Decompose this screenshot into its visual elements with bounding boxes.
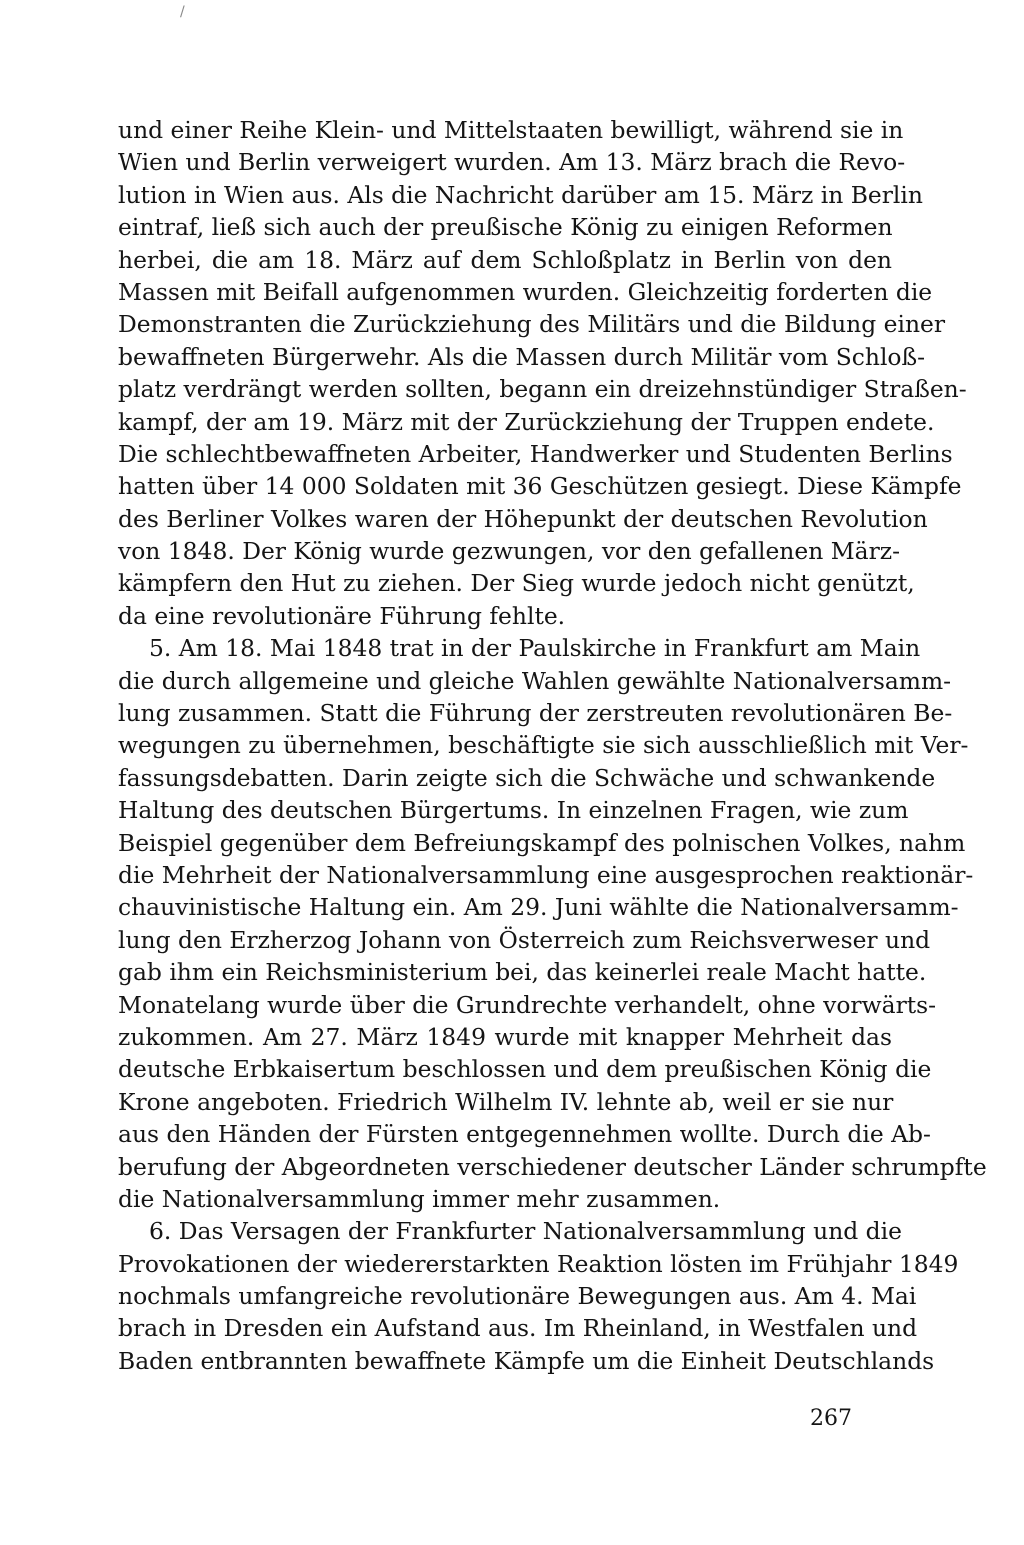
text-line: Wien und Berlin verweigert wurden. Am 13. März brach die Revo- xyxy=(118,148,906,177)
body-text xyxy=(118,114,987,1377)
text-line: kämpfern den Hut zu ziehen. Der Sieg wurde jedoch nicht genützt, xyxy=(118,569,915,598)
text-line: die Nationalversammlung immer mehr zusammen. xyxy=(118,1184,721,1213)
text-line: Baden entbrannten bewaffnete Kämpfe um die Einheit Deutschlands xyxy=(118,1346,935,1375)
text-line: nochmals umfangreiche revolutionäre Bewegungen aus. Am 4. Mai xyxy=(118,1282,917,1311)
text-line: brach in Dresden ein Aufstand aus. Im Rheinland, in Westfalen und xyxy=(118,1314,918,1343)
scan-mark-icon: / xyxy=(180,4,185,20)
text-line: die Mehrheit der Nationalversammlung eine ausgesprochen reaktionär- xyxy=(118,860,974,889)
text-line: Beispiel gegenüber dem Befreiungskampf des polnischen Volkes, nahm xyxy=(118,828,966,857)
text-line: Massen mit Beifall aufgenommen wurden. Gleichzeitig forderten die xyxy=(118,277,933,306)
text-line: die durch allgemeine und gleiche Wahlen gewählte Nationalversamm- xyxy=(118,666,952,695)
text-line: zukommen. Am 27. März 1849 wurde mit knapper Mehrheit das xyxy=(118,1022,892,1051)
text-line: lution in Wien aus. Als die Nachricht darüber am 15. März in Berlin xyxy=(118,180,923,209)
text-line: hatten über 14 000 Soldaten mit 36 Geschützen gesiegt. Diese Kämpfe xyxy=(118,472,962,501)
text-line: eintraf, ließ sich auch der preußische König zu einigen Reformen xyxy=(118,213,893,242)
paragraph xyxy=(118,1215,959,1377)
text-line: gab ihm ein Reichsministerium bei, das keinerlei reale Macht hatte. xyxy=(118,958,927,987)
text-line: berufung der Abgeordneten verschiedener deutscher Länder schrumpfte xyxy=(118,1152,987,1181)
text-line: kampf, der am 19. März mit der Zurückziehung der Truppen endete. xyxy=(118,407,935,436)
text-line: des Berliner Volkes waren der Höhepunkt der deutschen Revolution xyxy=(118,504,928,533)
text-line: 6. Das Versagen der Frankfurter Nationalversammlung und die xyxy=(149,1217,902,1246)
text-line: da eine revolutionäre Führung fehlte. xyxy=(118,601,566,630)
text-line: lung den Erzherzog Johann von Österreich zum Reichsverweser und xyxy=(118,925,931,954)
text-line: chauvinistische Haltung ein. Am 29. Juni wählte die Nationalversamm- xyxy=(118,893,959,922)
text-line: und einer Reihe Klein- und Mittelstaaten bewilligt, während sie in xyxy=(118,116,904,144)
text-line: aus den Händen der Fürsten entgegennehmen wollte. Durch die Ab- xyxy=(118,1120,931,1149)
page-number: 267 xyxy=(810,1406,852,1431)
text-line: Haltung des deutschen Bürgertums. In einzelnen Fragen, wie zum xyxy=(118,796,909,825)
text-line: Demonstranten die Zurückziehung des Militärs und die Bildung einer xyxy=(118,310,946,339)
text-line: Monatelang wurde über die Grundrechte verhandelt, ohne vorwärts- xyxy=(118,990,937,1019)
text-line: von 1848. Der König wurde gezwungen, vor den gefallenen März- xyxy=(118,537,901,566)
text-line: platz verdrängt werden sollten, begann ein dreizehnstündiger Straßen- xyxy=(118,375,967,404)
text-line: bewaffneten Bürgerwehr. Als die Massen durch Militär vom Schloß- xyxy=(118,342,926,371)
text-line: Provokationen der wiedererstarkten Reaktion lösten im Frühjahr 1849 xyxy=(118,1249,959,1278)
text-line: deutsche Erbkaisertum beschlossen und dem preußischen König die xyxy=(118,1055,932,1084)
text-line: wegungen zu übernehmen, beschäftigte sie sich ausschließlich mit Ver- xyxy=(118,731,969,760)
text-line: 5. Am 18. Mai 1848 trat in der Paulskirche in Frankfurt am Main xyxy=(149,634,921,663)
text-line: herbei, die am 18. März auf dem Schloßplatz in Berlin von den xyxy=(118,245,892,274)
text-line: Die schlechtbewaffneten Arbeiter, Handwerker und Studenten Berlins xyxy=(118,439,953,468)
text-line: lung zusammen. Statt die Führung der zerstreuten revolutionären Be- xyxy=(118,699,953,728)
text-line: fassungsdebatten. Darin zeigte sich die Schwäche und schwankende xyxy=(118,763,936,792)
paragraph xyxy=(118,114,967,632)
paragraph xyxy=(118,632,987,1215)
text-line: Krone angeboten. Friedrich Wilhelm IV. lehnte ab, weil er sie nur xyxy=(118,1087,894,1116)
